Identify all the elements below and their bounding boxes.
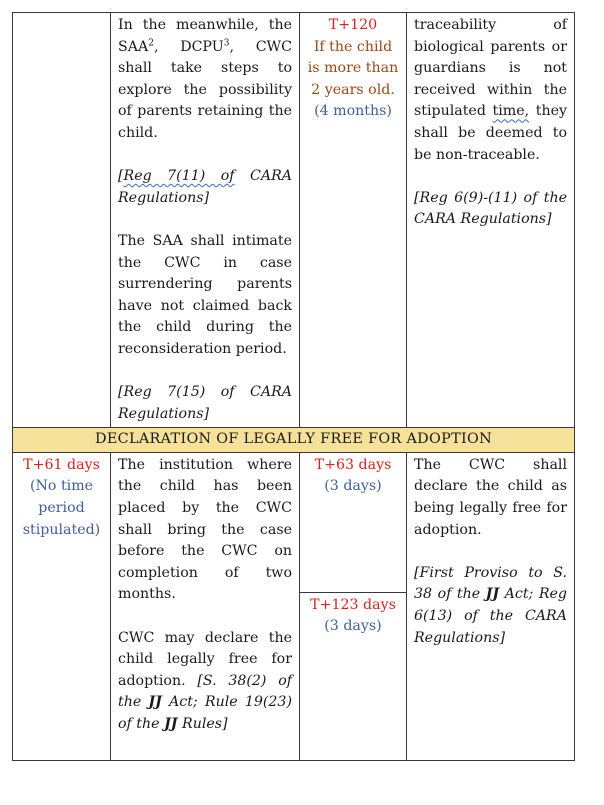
row2-time-note: (No time period stipulated) [22, 478, 101, 538]
row1-provision-text: traceability of biological parents or guardians is not received within the stipulated time, they shall be deemed to be non-traceable. [414, 17, 567, 163]
row2-procedure-cell [111, 452, 300, 760]
footnote-3[interactable]: 3 [223, 37, 230, 48]
row1-reference-2: [Reg 7(15) of CARA Regulations] [118, 384, 292, 422]
row1-timeline-cell [300, 13, 407, 428]
row2-deadline-cell [300, 452, 407, 760]
section-banner: DECLARATION OF LEGALLY FREE FOR ADOPTION [13, 428, 575, 453]
row1-paragraph-1: In the meanwhile, the SAA$^2$, DCPU$^3$, CWC shall take steps to explore the possibility of parents retaining the child. [118, 17, 292, 141]
row1-provision-cell [407, 13, 575, 428]
row2-top-duration: (3 days) [324, 478, 382, 495]
table-row-reconsideration [13, 13, 575, 428]
row2-provision-text: The CWC shall declare the child as being legally free for adoption. [414, 456, 567, 538]
row2-paragraph-1: The institution where the child has been placed by the CWC shall bring the case before the CWC on completion of two months. [118, 456, 292, 603]
row2-provision-cell [407, 452, 575, 760]
row2-deadline-bottom [300, 593, 406, 640]
row2-bottom-time: T+123 days [310, 596, 396, 613]
row2-deadline-top [300, 453, 406, 593]
row1-provision-reference: [Reg 6(9)-(11) of the CARA Regulations] [414, 189, 567, 228]
row1-duration: (4 months) [314, 103, 392, 120]
row1-col1-empty [13, 13, 111, 428]
adoption-timeline-table [12, 12, 575, 761]
section-banner-row [13, 428, 575, 453]
table-row-declaration [13, 452, 575, 760]
footnote-2[interactable]: 2 [148, 37, 154, 48]
row1-paragraph-2: The SAA shall intimate the CWC in case surrendering parents have not claimed back the child during the reconsideration period. [118, 232, 292, 357]
row1-procedure-cell [111, 13, 300, 428]
row2-bottom-duration: (3 days) [324, 618, 382, 635]
row2-paragraph-2: CWC may declare the child legally free for adoption. [S. 38(2) of the JJ Act; Rule 19(23) of the JJ Rules] [118, 629, 292, 732]
row2-time: T+61 days [23, 456, 100, 473]
row1-condition: If the child is more than 2 years old. [307, 38, 399, 98]
row1-time: T+120 [328, 17, 378, 33]
row2-provision-reference: [First Proviso to S. 38 of the JJ Act; Reg 6(13) of the CARA Regulations] [414, 564, 567, 646]
row2-timeline-cell [13, 452, 111, 760]
row2-top-time: T+63 days [314, 456, 392, 473]
row1-reference-1: [Reg 7(11) of CARA Regulations] [118, 168, 292, 206]
